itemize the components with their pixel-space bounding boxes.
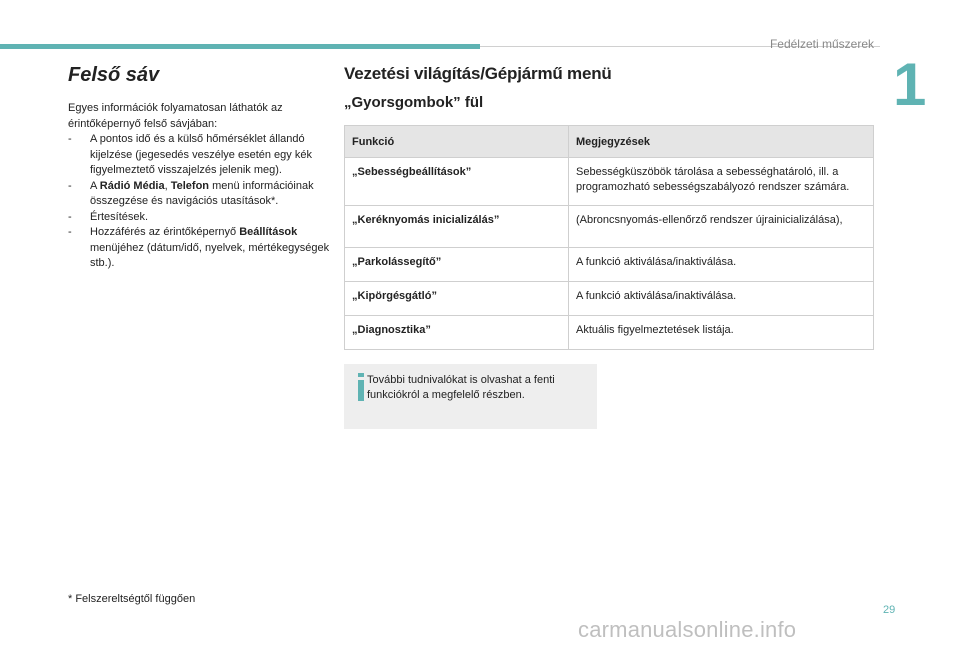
function-cell: „Sebességbeállítások” — [345, 158, 569, 206]
left-column — [68, 64, 330, 272]
watermark: carmanualsonline.info — [578, 617, 797, 642]
table-row — [345, 248, 874, 282]
list-item-text: Értesítések. — [90, 210, 149, 223]
note-cell: Sebességküszöbök tárolása a sebességhatároló, ill. a programozható sebességszabályozó rendszer számára. — [569, 158, 874, 206]
chapter-number: 1 — [893, 51, 927, 118]
tab-subheading: „Gyorsgombok” fül — [344, 94, 484, 111]
list-item-bold: Telefon — [170, 179, 210, 192]
table-row — [345, 206, 874, 248]
list-dash: - — [68, 210, 72, 223]
function-cell: „Keréknyomás inicializálás” — [345, 206, 569, 248]
list-item-text-mid: , — [164, 179, 171, 192]
intro-paragraph: Egyes információk folyamatosan láthatók az érintőképernyő felső sávjában: — [68, 102, 283, 130]
section-title: Fedélzeti műszerek — [769, 37, 874, 51]
column-header-function: Funkció — [345, 126, 569, 158]
info-note-text: További tudnivalókat is olvashat a fenti funkciókról a megfelelő részben. — [367, 374, 555, 401]
list-item — [68, 132, 330, 179]
function-table — [344, 125, 874, 350]
function-cell: „Kipörgésgátló” — [345, 282, 569, 316]
table-header-row — [345, 126, 874, 158]
list-dash: - — [68, 133, 72, 145]
list-item — [68, 179, 330, 210]
header-accent-bar — [0, 44, 480, 49]
list-item-text-pre: A — [90, 179, 100, 192]
page-number: 29 — [883, 604, 896, 616]
list-dash: - — [68, 179, 72, 192]
note-cell: A funkció aktiválása/inaktiválása. — [569, 282, 874, 316]
note-cell: A funkció aktiválása/inaktiválása. — [569, 248, 874, 282]
function-cell: „Diagnosztika” — [345, 316, 569, 350]
list-item-text: A pontos idő és a külső hőmérséklet állandó kijelzése (jegesedés veszélye esetén egy kék figyelmeztető visszajelzés jelenik meg). — [90, 133, 312, 176]
function-cell: „Parkolássegítő” — [345, 248, 569, 282]
table-row — [345, 282, 874, 316]
list-item-text-post: menüjéhez (dátum/idő, nyelvek, mértékegységek stb.). — [90, 241, 330, 269]
note-cell: (Abroncsnyomás-ellenőrző rendszer újrainicializálása), — [569, 206, 874, 248]
column-header-notes: Megjegyzések — [569, 126, 874, 158]
list-item-text-pre: Hozzáférés az érintőképernyő — [90, 226, 240, 238]
list-item-bold: Rádió Média — [99, 179, 165, 192]
note-cell: Aktuális figyelmeztetések listája. — [569, 316, 874, 350]
table-row — [345, 158, 874, 206]
list-item — [68, 225, 330, 272]
right-heading: Vezetési világítás/Gépjármű menü — [344, 64, 612, 83]
list-item-text-post: menü információinak összegzése és navigációs utasítások*. — [90, 179, 314, 207]
left-heading: Felső sáv — [68, 64, 160, 86]
right-column — [344, 64, 874, 350]
list-dash: - — [68, 226, 72, 238]
info-icon — [356, 373, 366, 401]
table-row — [345, 316, 874, 350]
info-note-box — [344, 364, 597, 429]
list-item — [68, 210, 330, 226]
footnote: * Felszereltségtől függően — [68, 593, 196, 605]
list-item-bold: Beállítások — [239, 226, 298, 238]
